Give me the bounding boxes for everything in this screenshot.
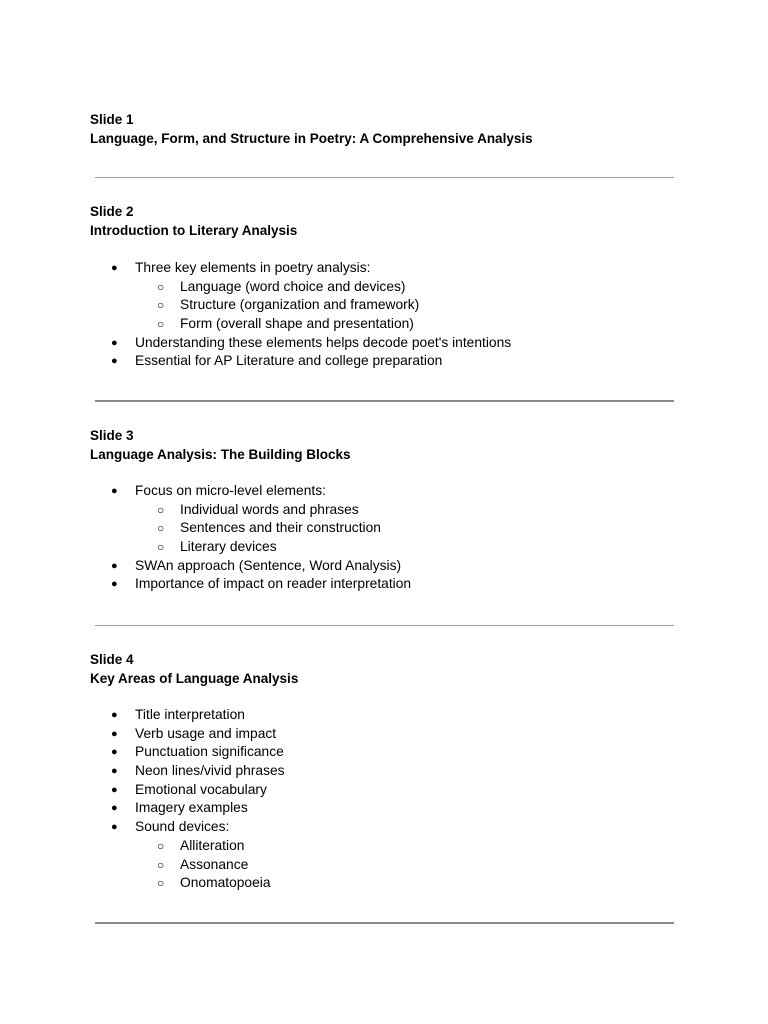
bullet-item: ● Imagery examples bbox=[90, 799, 285, 818]
slide-divider bbox=[95, 922, 674, 924]
bullet-list bbox=[90, 482, 411, 594]
bullet-item: ● Importance of impact on reader interpretation bbox=[90, 575, 411, 594]
slide-title: Language Analysis: The Building Blocks bbox=[90, 447, 351, 462]
slide-divider bbox=[95, 625, 674, 626]
slide-divider bbox=[95, 400, 674, 402]
sub-bullet-item: ○ Structure (organization and framework) bbox=[90, 296, 511, 315]
bullet-item: ● Punctuation significance bbox=[90, 743, 285, 762]
bullet-dot-icon: ● bbox=[111, 559, 118, 572]
bullet-item: ● Three key elements in poetry analysis: bbox=[90, 259, 511, 278]
bullet-circle-icon: ○ bbox=[157, 876, 165, 891]
bullet-dot-icon: ● bbox=[111, 355, 118, 368]
slide-title: Language, Form, and Structure in Poetry: A Comprehensive Analysis bbox=[90, 131, 533, 146]
slide-label: Slide 2 bbox=[90, 204, 134, 219]
bullet-dot-icon: ● bbox=[111, 727, 118, 740]
slide-3 bbox=[90, 426, 690, 592]
bullet-dot-icon: ● bbox=[111, 485, 118, 497]
bullet-dot-icon: ● bbox=[111, 336, 118, 349]
slide-label: Slide 4 bbox=[90, 652, 134, 667]
sub-bullet-item: ○ Literary devices bbox=[90, 538, 411, 557]
slide-label: Slide 1 bbox=[90, 112, 134, 127]
bullet-circle-icon: ○ bbox=[157, 279, 165, 294]
bullet-circle-icon: ○ bbox=[157, 838, 165, 853]
bullet-circle-icon: ○ bbox=[157, 857, 165, 872]
bullet-item: ● Sound devices: bbox=[90, 818, 285, 837]
bullet-item: ● Focus on micro-level elements: bbox=[90, 482, 411, 501]
bullet-list bbox=[90, 259, 511, 371]
slide-divider bbox=[95, 177, 674, 178]
bullet-circle-icon: ○ bbox=[157, 298, 165, 313]
bullet-item: ● Essential for AP Literature and college preparation bbox=[90, 352, 511, 371]
sub-bullet-item: ○ Individual words and phrases bbox=[90, 501, 411, 520]
bullet-dot-icon: ● bbox=[111, 262, 118, 274]
bullet-dot-icon: ● bbox=[111, 765, 118, 778]
slide-1 bbox=[90, 110, 690, 148]
sub-bullet-item: ○ Sentences and their construction bbox=[90, 519, 411, 538]
bullet-item: ● Emotional vocabulary bbox=[90, 781, 285, 800]
bullet-item: ● Understanding these elements helps decode poet's intentions bbox=[90, 334, 511, 353]
sub-bullet-item: ○ Assonance bbox=[90, 856, 285, 875]
bullet-dot-icon: ● bbox=[111, 821, 118, 834]
slide-label: Slide 3 bbox=[90, 428, 134, 443]
bullet-dot-icon: ● bbox=[111, 578, 118, 591]
slide-title: Key Areas of Language Analysis bbox=[90, 671, 299, 686]
bullet-circle-icon: ○ bbox=[157, 540, 165, 555]
slide-4 bbox=[90, 650, 690, 891]
bullet-dot-icon: ● bbox=[111, 783, 118, 796]
sub-bullet-item: ○ Alliteration bbox=[90, 837, 285, 856]
slide-title: Introduction to Literary Analysis bbox=[90, 223, 298, 238]
bullet-circle-icon: ○ bbox=[157, 317, 165, 332]
bullet-circle-icon: ○ bbox=[157, 521, 165, 536]
bullet-dot-icon: ● bbox=[111, 746, 118, 759]
bullet-circle-icon: ○ bbox=[157, 502, 165, 517]
sub-bullet-item: ○ Form (overall shape and presentation) bbox=[90, 315, 511, 334]
bullet-item: ● Title interpretation bbox=[90, 706, 285, 725]
bullet-item: ● Neon lines/vivid phrases bbox=[90, 762, 285, 781]
bullet-dot-icon: ● bbox=[111, 709, 118, 721]
slide-2 bbox=[90, 202, 690, 369]
bullet-list bbox=[90, 706, 285, 893]
sub-bullet-item: ○ Language (word choice and devices) bbox=[90, 278, 511, 297]
bullet-item: ● SWAn approach (Sentence, Word Analysis) bbox=[90, 557, 411, 576]
sub-bullet-item: ○ Onomatopoeia bbox=[90, 874, 285, 893]
bullet-item: ● Verb usage and impact bbox=[90, 725, 285, 744]
bullet-dot-icon: ● bbox=[111, 802, 118, 815]
